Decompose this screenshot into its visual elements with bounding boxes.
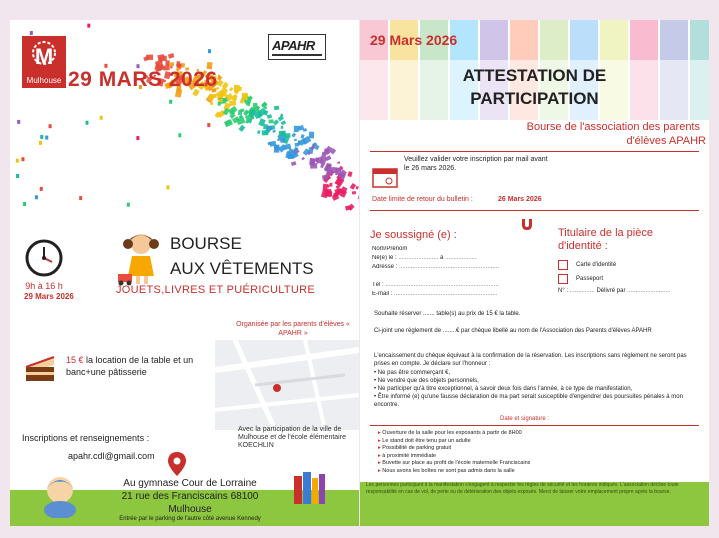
magnet-icon (520, 217, 534, 231)
id-card-checkbox[interactable] (558, 260, 568, 270)
email-field[interactable]: E-mail : .............................................................. (372, 291, 498, 297)
table-price-text (66, 354, 216, 378)
price-amount: 15 € (66, 355, 84, 365)
divider (370, 210, 699, 211)
list-item: ▸ Nous avons les boîtes ne sont pas admis dans la salle (378, 468, 638, 476)
validate-instruction: Veuillez valider votre inscription par mail avant le 26 mars 2026. (404, 156, 548, 172)
subtitle-toys-books: JOUETS,LIVRES ET PUÉRICULTURE (116, 284, 315, 296)
fine-print: Les personnes participant à la manifestation s'engagent à respecter les règles de sécurité et les horaires indiqués. L'association décline toute responsabilité en cas de vol, de perte ou de détérioration des objets exposés. Merci de laisser votre emplacement propre après la bourse. (366, 482, 679, 495)
list-item: ▸ Le stand doit être tenu par un adulte (378, 438, 638, 446)
id-holder-heading-2: d'identité : (558, 240, 608, 252)
list-item: ▸ Possibilité de parking gratuit (378, 445, 638, 453)
list-item: ▸ à proximité immédiate (378, 453, 638, 461)
address-field[interactable]: Adresse : ............................................................ (372, 264, 500, 270)
location-map (215, 340, 359, 430)
mulhouse-logo (22, 36, 66, 88)
city-partnership-note: Avec la participation de la ville de Mulhouse et de l'école élémentaire KOECHLIN (238, 426, 346, 449)
list-item: • Ne vendre que des objets personnels, (374, 378, 479, 384)
passport-label: Passeport (576, 276, 604, 282)
title-bourse: BOURSE (170, 234, 242, 253)
contact-email[interactable]: apahr.cdl@gmail.com (68, 451, 155, 461)
clock-icon (24, 238, 64, 278)
phone-field[interactable]: Tél : .................................................................... (372, 282, 499, 288)
list-item: • Être informé (e) qu'une fausse déclaration de ma part serait susceptible d'engendrer des poursuites pénales à mon encontre. (374, 394, 683, 408)
girl-toy-icon (116, 230, 162, 286)
logo-city: Mulhouse (26, 76, 62, 85)
organizer-note: Organisée par les parents d'élèves « APAHR » (236, 321, 350, 337)
flyer-left (10, 20, 359, 526)
list-item: ▸ Buvette sur place au profit de l'école maternelle Franciscains (378, 460, 638, 468)
price-description: la location de la table et un banc+une pâtisserie (66, 355, 194, 377)
location-pin-icon (168, 452, 186, 476)
deadline-label: Date limite de retour du bulletin : (372, 196, 473, 203)
form-title-line2: PARTICIPATION (470, 89, 599, 108)
deadline-date: 26 Mars 2026 (498, 196, 542, 203)
association-line1: Bourse de l'association des parents (526, 121, 700, 133)
title-vetements: AUX VÊTEMENTS (170, 259, 314, 278)
venue-street: 21 rue des Franciscains 68100 (121, 491, 259, 502)
signature-label: Date et signature : (500, 416, 550, 422)
books-icon (292, 470, 326, 504)
form-date: 29 Mars 2026 (370, 32, 458, 48)
opening-hours: 9h à 16 h (25, 281, 63, 291)
id-number-field[interactable]: N° : ............... Délivré par .......................... (558, 288, 671, 294)
calendar-icon (372, 166, 398, 188)
registration-form (360, 20, 709, 526)
info-list (378, 430, 638, 475)
list-item: ▸ Ouverture de la salle pour les exposants à partir de 8H00 (378, 430, 638, 438)
form-title-line1: ATTESTATION DE (462, 66, 607, 85)
list-item: • Ne pas être commerçant €, (374, 370, 451, 376)
apahr-logo: APAHR (268, 34, 326, 60)
cake-icon (24, 353, 56, 383)
id-card-label: Carte d'identité (576, 262, 617, 268)
undersigned-heading: Je soussigné (e) : (370, 229, 457, 241)
baby-icon (40, 474, 80, 518)
birth-field[interactable]: Né(e) le : ........................ à ................... (372, 255, 477, 261)
divider (370, 151, 699, 152)
registration-label: Inscriptions et renseignements : (22, 433, 150, 443)
venue-city: Mulhouse (168, 504, 212, 515)
declaration-list (374, 369, 700, 409)
name-field[interactable]: Nom/Prénom (372, 246, 408, 252)
association-line2: d'élèves APAHR (626, 135, 706, 147)
passport-checkbox[interactable] (558, 274, 568, 284)
id-holder-heading: Titulaire de la pièce (558, 227, 653, 239)
declaration-text: L'encaissement du chèque équivaut à la confirmation de la réservation. Les inscriptions sans règlement ne seront pas prises en compte. Je déclare sur l'honneur : (374, 353, 687, 367)
reserve-tables-text: Souhaite réserver ....... table(s) au prix de 15 € la table. (374, 311, 521, 317)
event-date-small: 29 Mars 2026 (24, 292, 74, 301)
venue-name: Au gymnase Cour de Lorraine (123, 478, 257, 489)
logo-letter: M (34, 44, 54, 69)
parking-note: Entrée par le parking de l'autre côté avenue Kennedy (119, 516, 261, 522)
divider (370, 425, 699, 426)
list-item: • Ne participer qu'à titre exceptionnel, à savoir deux fois dans l'année, à ce type de manifestation, (374, 386, 633, 392)
event-date: 29 MARS 2026 (68, 68, 218, 91)
payment-text: Ci-joint une règlement de ........€ par chèque libellé au nom de l'Association des Parents d'élèves APAHR (374, 328, 652, 334)
